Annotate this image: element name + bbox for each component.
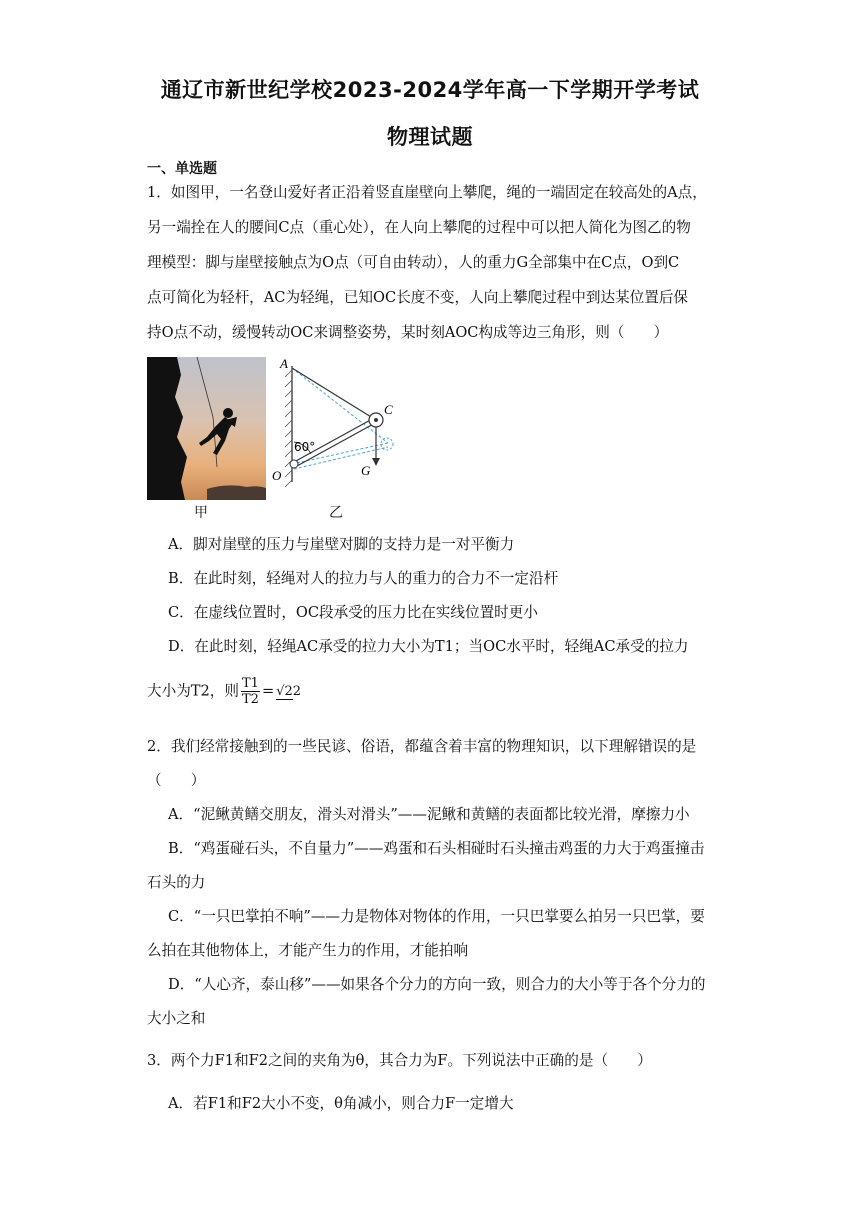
- q2-option-b-line-2: 石头的力: [147, 874, 206, 891]
- q1-option-d-prefix: 大小为T2，则: [147, 682, 239, 700]
- document-subtitle: 物理试题: [387, 125, 473, 149]
- q2-text-line-2: （ ）: [147, 772, 206, 789]
- diagram-label-g: G: [361, 463, 371, 478]
- q2-text-line-1: 2．我们经常接触到的一些民谚、俗语，都蕴含着丰富的物理知识，以下理解错误的是: [147, 738, 697, 755]
- q2-option-c-line-2: 么拍在其他物体上，才能产生力的作用，才能拍响: [147, 942, 469, 959]
- q1-option-b: B．在此时刻，轻绳对人的拉力与人的重力的合力不一定沿杆: [168, 570, 559, 587]
- q1-text-line-2: 另一端拴在人的腰间C点（重心处），在人向上攀爬的过程中可以把人简化为图乙的物: [147, 219, 691, 236]
- section-heading: 一、单选题: [147, 161, 217, 177]
- document-title: 通辽市新世纪学校2023-2024学年高一下学期开学考试: [160, 78, 700, 102]
- sqrt2-over-2-fraction: √22: [276, 684, 302, 699]
- q1-text-line-1: 1．如图甲，一名登山爱好者正沿着竖直崖壁向上攀爬，绳的一端固定在较高处的A点，: [147, 184, 707, 201]
- q2-option-c-line-1: C．“一只巴掌拍不响”——力是物体对物体的作用，一只巴掌要么拍另一只巴掌，要: [168, 908, 705, 925]
- q2-option-d-line-2: 大小之和: [147, 1010, 206, 1027]
- q1-text-line-3: 理模型：脚与崖壁接触点为O点（可自由转动），人的重力G全部集中在C点，O到C: [147, 254, 680, 271]
- q2-option-d-line-1: D．“人心齐，泰山移”——如果各个分力的方向一致，则合力的大小等于各个分力的: [168, 976, 706, 993]
- physics-diagram: [270, 352, 410, 487]
- t1-over-t2-fraction: $\frac{T1}{T2}$: [242, 676, 259, 707]
- figure-label-jia: 甲: [194, 505, 208, 521]
- q1-text-line-5: 持O点不动，缓慢转动OC来调整姿势，某时刻AOC构成等边三角形，则（ ）: [147, 324, 669, 341]
- q1-option-d-line-1: D．在此时刻，轻绳AC承受的拉力大小为T1；当OC水平时，轻绳AC承受的拉力: [168, 638, 689, 655]
- diagram-label-c: C: [384, 402, 393, 417]
- q3-text: 3．两个力F1和F2之间的夹角为θ，其合力为F。下列说法中正确的是（ ）: [147, 1052, 652, 1069]
- q1-option-c: C．在虚线位置时，OC段承受的压力比在实线位置时更小: [168, 604, 538, 621]
- q1-option-d-line-2: 大小为T2，则 $\frac{T1}{T2}$ = √22: [147, 676, 302, 707]
- diagram-label-a: A: [280, 356, 288, 371]
- q1-text-line-4: 点可简化为轻杆，AC为轻绳，已知OC长度不变，人向上攀爬过程中到达某位置后保: [147, 289, 689, 306]
- q2-option-b-line-1: B．“鸡蛋碰石头，不自量力”——鸡蛋和石头相碰时石头撞击鸡蛋的力大于鸡蛋撞击: [168, 840, 705, 857]
- diagram-angle-label: 60°: [294, 440, 316, 454]
- climber-photo: [147, 357, 266, 500]
- q3-option-a: A．若F1和F2大小不变，θ角减小，则合力F一定增大: [168, 1095, 514, 1112]
- figure-label-yi: 乙: [329, 505, 343, 521]
- q2-option-a: A．“泥鳅黄鳝交朋友，滑头对滑头”——泥鳅和黄鳝的表面都比较光滑，摩擦力小: [168, 806, 690, 823]
- diagram-label-o: O: [272, 468, 282, 483]
- q1-option-a: A．脚对崖壁的压力与崖壁对脚的支持力是一对平衡力: [168, 536, 515, 553]
